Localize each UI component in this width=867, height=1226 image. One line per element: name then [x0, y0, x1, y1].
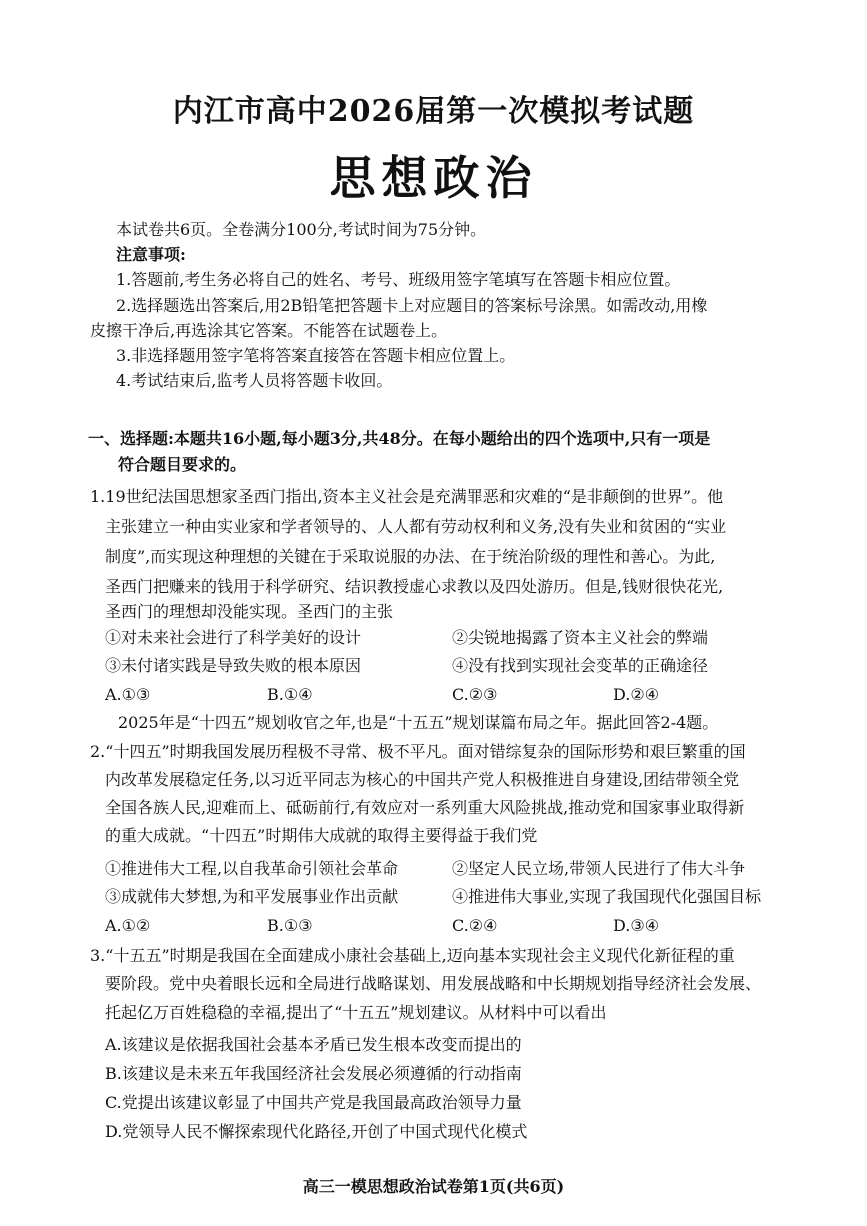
q3-option-b: B.该建议是未来五年我国经济社会发展必须遵循的行动指南	[105, 1064, 522, 1083]
q1-line-5: 圣西门的理想却没能实现。圣西门的主张	[105, 602, 394, 621]
q1-option-c: C.②③	[452, 685, 498, 704]
q3-option-a: A.该建议是依据我国社会基本矛盾已发生根本改变而提出的	[105, 1035, 522, 1054]
q1-statement-4: ④没有找到实现社会变革的正确途径	[452, 656, 709, 675]
section-heading-line-2: 符合题目要求的。	[118, 455, 247, 474]
q3-line-2: 要阶段。党中央着眼长远和全局进行战略谋划、用发展战略和中长期规划指导经济社会发展、	[105, 974, 762, 993]
note-2-line-2: 皮擦干净后,再选涂其它答案。不能答在试题卷上。	[90, 321, 448, 340]
notes-title: 注意事项:	[116, 245, 186, 264]
exam-title: 内江市高中2026届第一次模拟考试题	[172, 94, 695, 129]
q2-statement-1: ①推进伟大工程,以自我革命引领社会革命	[105, 859, 399, 878]
q3-option-d: D.党领导人民不懈探索现代化路径,开创了中国式现代化模式	[105, 1122, 528, 1141]
note-1: 1.答题前,考生务必将自己的姓名、考号、班级用签字笔填写在答题卡相应位置。	[116, 270, 681, 289]
page-footer: 高三一模思想政治试卷第1页(共6页)	[302, 1177, 565, 1196]
q1-option-d: D.②④	[613, 685, 660, 704]
q2-statement-3: ③成就伟大梦想,为和平发展事业作出贡献	[105, 887, 399, 906]
q1-option-b: B.①④	[267, 685, 313, 704]
q1-line-1: 1.19世纪法国思想家圣西门指出,资本主义社会是充满罪恶和灾难的“是非颠倒的世界”。他	[90, 487, 724, 506]
q3-line-3: 托起亿万百姓稳稳的幸福,提出了“十五五”规划建议。从材料中可以看出	[105, 1003, 607, 1022]
q2-line-4: 的重大成就。“十四五”时期伟大成就的取得主要得益于我们党	[105, 826, 538, 845]
q2-option-d: D.③④	[613, 916, 660, 935]
q1-statement-3: ③未付诸实践是导致失败的根本原因	[105, 656, 362, 675]
q1-statement-2: ②尖锐地揭露了资本主义社会的弊端	[452, 628, 709, 647]
note-2-line-1: 2.选择题选出答案后,用2B铅笔把答题卡上对应题目的答案标号涂黑。如需改动,用橡	[116, 296, 708, 315]
q2-option-b: B.①③	[267, 916, 313, 935]
q2-statement-2: ②坚定人民立场,带领人民进行了伟大斗争	[452, 859, 746, 878]
q1-option-a: A.①③	[105, 685, 151, 704]
paper-summary: 本试卷共6页。全卷满分100分,考试时间为75分钟。	[116, 220, 487, 239]
note-4: 4.考试结束后,监考人员将答题卡收回。	[116, 371, 393, 390]
q1-line-2: 主张建立一种由实业家和学者领导的、人人都有劳动权利和义务,没有失业和贫困的“实业	[105, 517, 727, 536]
q3-line-1: 3.“十五五”时期是我国在全面建成小康社会基础上,迈向基本实现社会主义现代化新征程的重	[90, 946, 735, 965]
q1-line-4: 圣西门把赚来的钱用于科学研究、结识教授虚心求教以及四处游历。但是,钱财很快花光,	[105, 577, 724, 596]
q1-line-3: 制度”,而实现这种理想的关键在于采取说服的办法、在于统治阶级的理性和善心。为此,	[105, 547, 716, 566]
note-3: 3.非选择题用签字笔将答案直接答在答题卡相应位置上。	[116, 346, 516, 365]
subject-title: 思想政治	[329, 151, 538, 205]
q2-line-1: 2.“十四五”时期我国发展历程极不寻常、极不平凡。面对错综复杂的国际形势和艰巨繁重的国	[90, 742, 746, 761]
section-heading-line-1: 一、选择题:本题共16小题,每小题3分,共48分。在每小题给出的四个选项中,只有一项是	[88, 429, 711, 448]
group-intro: 2025年是“十四五”规划收官之年,也是“十五五”规划谋篇布局之年。据此回答2-4题。	[118, 713, 719, 732]
q2-line-2: 内改革发展稳定任务,以习近平同志为核心的中国共产党人积极推进自身建设,团结带领全党	[105, 770, 740, 789]
q3-option-c: C.党提出该建议彰显了中国共产党是我国最高政治领导力量	[105, 1093, 522, 1112]
q2-statement-4: ④推进伟大事业,实现了我国现代化强国目标	[452, 887, 762, 906]
q2-option-c: C.②④	[452, 916, 498, 935]
q1-statement-1: ①对未来社会进行了科学美好的设计	[105, 628, 362, 647]
q2-option-a: A.①②	[105, 916, 151, 935]
q2-line-3: 全国各族人民,迎难而上、砥砺前行,有效应对一系列重大风险挑战,推动党和国家事业取得新	[105, 798, 745, 817]
